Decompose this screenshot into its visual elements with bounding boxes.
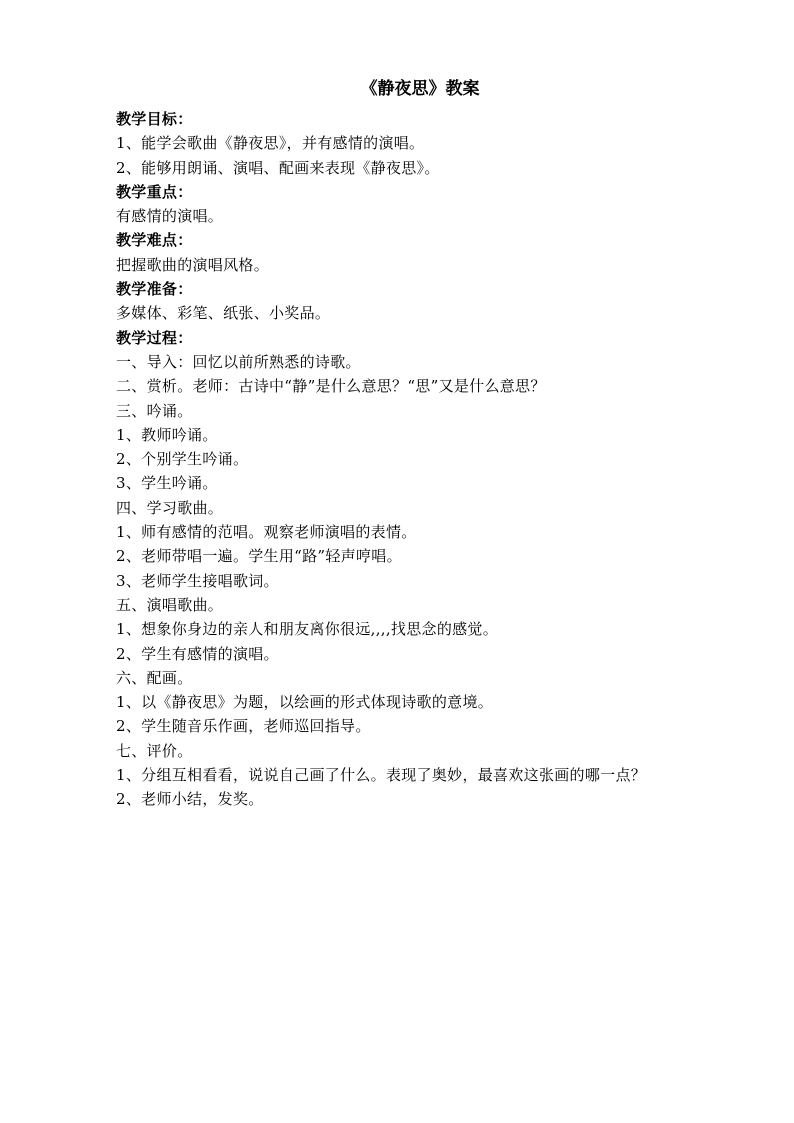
process-step-5: 五、演唱歌曲。 — [116, 595, 224, 614]
step-3-item-3: 3、学生吟诵。 — [116, 474, 218, 493]
step-4-item-2: 2、老师带唱一遍。学生用“路”轻声哼唱。 — [116, 547, 402, 566]
process-step-4: 四、学习歌曲。 — [116, 498, 224, 517]
key-points-text: 有感情的演唱。 — [116, 207, 224, 226]
process-step-2: 二、赏析。老师：古诗中“静”是什么意思？“思”又是什么意思？ — [116, 377, 546, 396]
process-step-3: 三、吟诵。 — [116, 401, 193, 420]
step-5-item-2: 2、学生有感情的演唱。 — [116, 644, 279, 663]
step-4-item-1: 1、师有感情的范唱。观察老师演唱的表情。 — [116, 523, 417, 542]
difficulties-text: 把握歌曲的演唱风格。 — [116, 255, 270, 274]
step-7-item-2: 2、老师小结，发奖。 — [116, 790, 264, 809]
process-step-7: 七、评价。 — [116, 741, 193, 760]
document-body — [116, 107, 736, 812]
heading-preparation: 教学准备： — [116, 280, 193, 299]
step-3-item-1: 1、教师吟诵。 — [116, 425, 218, 444]
document-title: 《静夜思》教案 — [360, 79, 480, 99]
step-5-item-1: 1、想象你身边的亲人和朋友离你很远,,,,找思念的感觉。 — [116, 620, 499, 639]
step-3-item-2: 2、个别学生吟诵。 — [116, 450, 249, 469]
heading-process: 教学过程： — [116, 328, 193, 347]
process-step-6: 六、配画。 — [116, 668, 193, 687]
objective-item-2: 2、能够用朗诵、演唱、配画来表现《静夜思》。 — [116, 158, 440, 177]
preparation-text: 多媒体、彩笔、纸张、小奖品。 — [116, 304, 331, 323]
objective-item-1: 1、能学会歌曲《静夜思》，并有感情的演唱。 — [116, 134, 425, 153]
step-4-item-3: 3、老师学生接唱歌词。 — [116, 571, 279, 590]
process-step-1: 一、导入：回忆以前所熟悉的诗歌。 — [116, 352, 361, 371]
step-6-item-2: 2、学生随音乐作画，老师巡回指导。 — [116, 717, 371, 736]
step-7-item-1: 1、分组互相看看，说说自己画了什么。表现了奥妙，最喜欢这张画的哪一点？ — [116, 766, 647, 785]
heading-teaching-objectives: 教学目标： — [116, 110, 193, 128]
heading-key-points: 教学重点： — [116, 182, 193, 201]
step-6-item-1: 1、以《静夜思》为题，以绘画的形式体现诗歌的意境。 — [116, 693, 494, 712]
heading-difficulties: 教学难点： — [116, 231, 193, 250]
